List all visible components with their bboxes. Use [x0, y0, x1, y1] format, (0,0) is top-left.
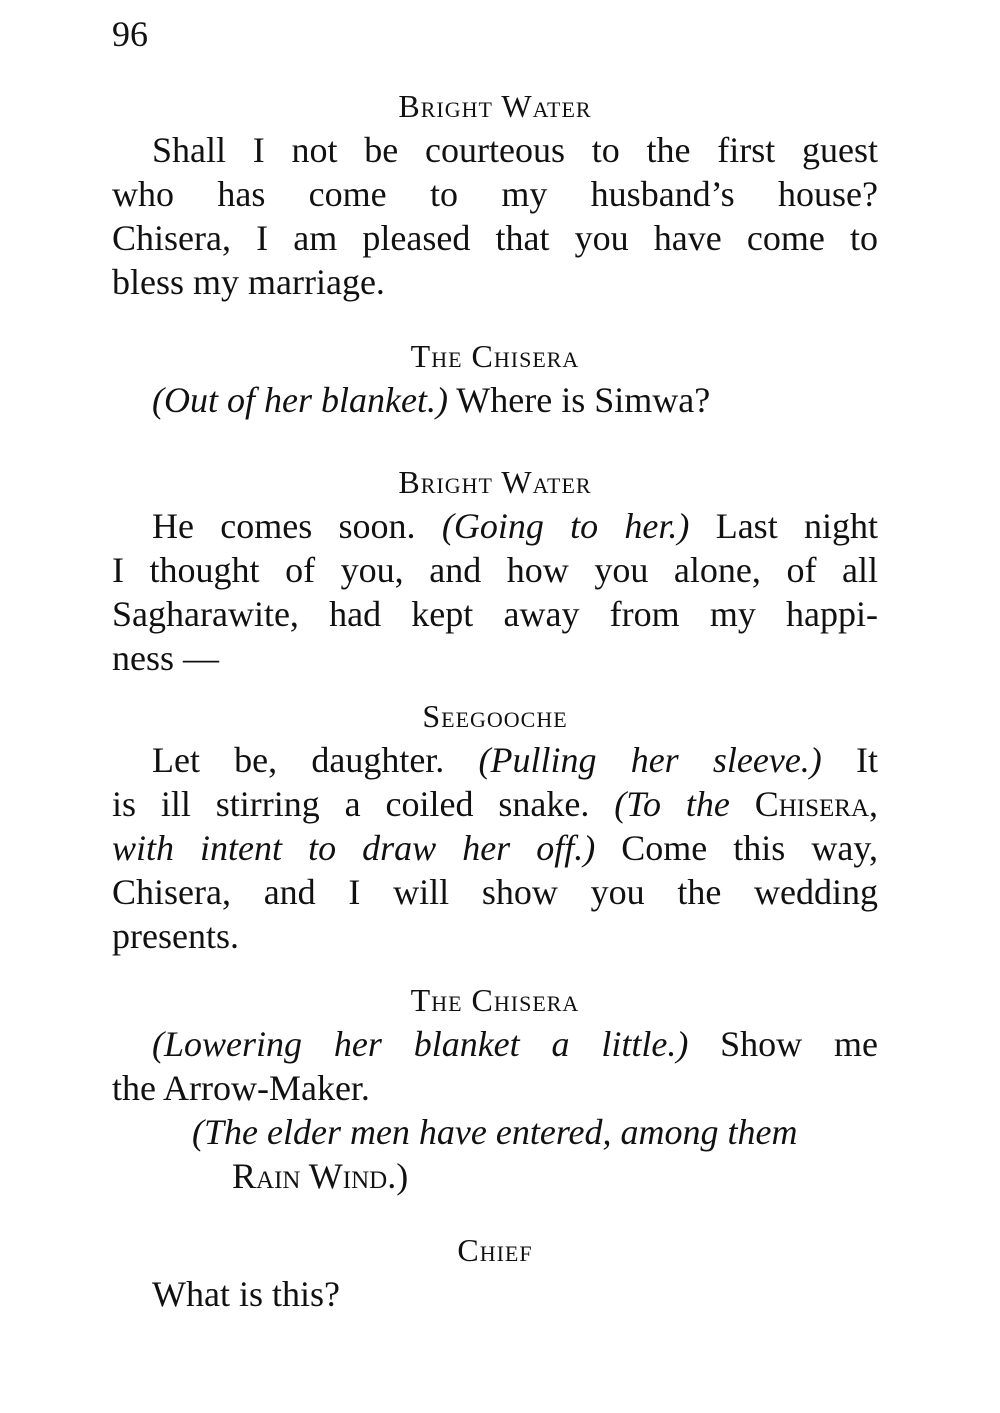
- text-line: [112, 1022, 878, 1066]
- stage-direction-line: [112, 1110, 878, 1154]
- stage-direction: (The elder men have entered, among them: [192, 1112, 798, 1152]
- stage-direction: .): [387, 1156, 409, 1196]
- stage-direction: (Pulling her sleeve.): [478, 740, 822, 780]
- text-line: Chisera, and I will show you the wedding: [112, 872, 878, 912]
- speech-text: is ill stirring a coiled snake.: [112, 784, 615, 824]
- text-line: ness —: [112, 638, 219, 678]
- speaker-name: Bright Water: [398, 464, 592, 500]
- text-line: [112, 378, 878, 422]
- speech-text: It: [821, 740, 878, 780]
- stage-direction: with intent to draw her off.): [112, 828, 596, 868]
- dialogue-block: [112, 694, 878, 958]
- text-line: Sagharawite, had kept away from my happi-: [112, 594, 878, 634]
- speaker-name: Seegooche: [422, 698, 568, 734]
- dialogue-block: [112, 84, 878, 304]
- stage-direction: (Lowering her blanket a little.): [152, 1024, 689, 1064]
- speech-text: Show me: [688, 1024, 878, 1064]
- text-line: [112, 504, 878, 548]
- text-line: presents.: [112, 916, 239, 956]
- dialogue-block: [112, 460, 878, 680]
- page-number: 96: [112, 14, 148, 54]
- text-line: [112, 738, 878, 782]
- text-line: [112, 782, 878, 826]
- speaker-name: The Chisera: [410, 338, 580, 374]
- speaker-name: The Chisera: [410, 982, 580, 1018]
- speech-text: Last night: [689, 506, 878, 546]
- dialogue-block: [112, 978, 878, 1198]
- character-name: Rain Wind: [232, 1156, 388, 1196]
- text-line: bless my marriage.: [112, 262, 385, 302]
- text-line: I thought of you, and how you alone, of all: [112, 550, 878, 590]
- speech-text: He comes soon.: [152, 506, 442, 546]
- character-name: Chisera: [754, 784, 870, 824]
- speaker-name: Chief: [457, 1232, 533, 1268]
- speaker-name: Bright Water: [398, 88, 592, 124]
- text-line: the Arrow-Maker.: [112, 1068, 370, 1108]
- dialogue-block: [112, 334, 878, 422]
- speech-text: Let be, daughter.: [152, 740, 479, 780]
- stage-direction: (Out of her blanket.): [152, 380, 448, 420]
- text-line: Shall I not be courteous to the first guest: [152, 130, 878, 170]
- stage-direction-line: [112, 1154, 878, 1198]
- speech-text: ,: [869, 784, 878, 824]
- text-line: [112, 826, 878, 870]
- dialogue-block: [112, 1228, 878, 1316]
- text-line: who has come to my husband’s house?: [112, 174, 878, 214]
- text-line: What is this?: [152, 1274, 340, 1314]
- stage-direction: (Going to her.): [441, 506, 690, 546]
- text-line: Chisera, I am pleased that you have come to: [112, 218, 878, 258]
- stage-direction: (To the: [614, 784, 730, 824]
- speech-text: Where is Simwa?: [447, 380, 711, 420]
- speech-text: Come this way,: [595, 828, 878, 868]
